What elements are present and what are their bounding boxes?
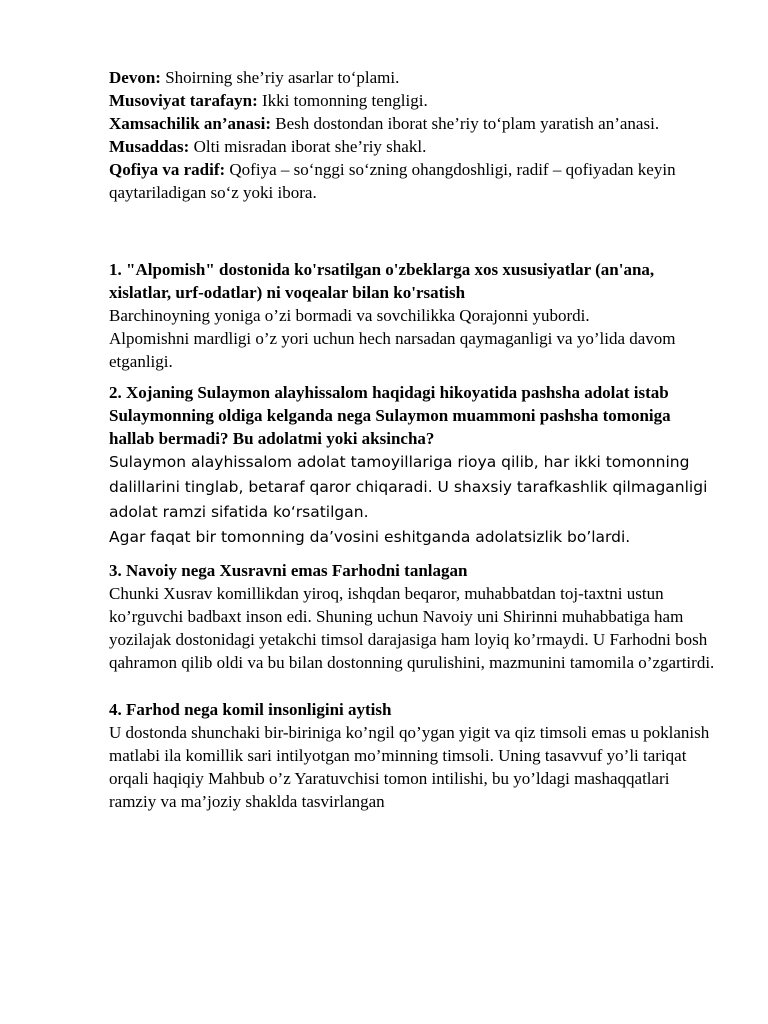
glossary-row <box>109 89 719 112</box>
answer-line: Alpomishni mardligi o’z yori uchun hech narsadan qaymaganligi va yo’lida davom etganligi. <box>109 329 676 371</box>
question-title: 2. Xojaning Sulaymon alayhissalom haqidagi hikoyatida pashsha adolat istab Sulaymonning oldiga kelganda nega Sulaymon muammoni pashsha tomoniga hallab bermadi? Bu adolatmi yoki aksincha? <box>109 383 671 448</box>
glossary-row <box>109 158 719 204</box>
answer-paragraph: Chunki Xusrav komillikdan yiroq, ishqdan beqaror, muhabbatdan toj-taxtni ustun ko’rguvchi badbaxt inson edi. Shuning uchun Navoiy uni Shirinni muhabbatiga ham yozilajak dostonidagi yetakchi timsol darajasiga ham loyiq ko’rmaydi. U Farhodni bosh qahramon qilib oldi va bu bilan dostonning qurulishini, mazmunini tamomila o’zgartirdi. <box>109 584 715 672</box>
question-section-1 <box>109 258 719 373</box>
answer-line: Sulaymon alayhissalom adolat tamoyillariga rioya qilib, har ikki tomonning dalillarini tinglab, betaraf qaror chiqaradi. U shaxsiy tarafkashlik qilmaganligi adolat ramzi sifatida ko‘rsatilgan. <box>109 453 708 521</box>
glossary-row <box>109 66 719 89</box>
glossary-row <box>109 135 719 158</box>
document-page <box>109 66 719 813</box>
glossary-term: Musaddas: <box>109 137 190 156</box>
glossary <box>109 66 719 204</box>
glossary-definition: Shoirning she’riy asarlar to‘plami. <box>160 68 400 87</box>
glossary-definition: Besh dostondan iborat she’riy to‘plam yaratish an’anasi. <box>271 114 660 133</box>
glossary-definition: Qofiya – so‘nggi so‘zning ohangdoshligi, radif – qofiyadan keyin qaytariladigan so‘z yoki ibora. <box>109 160 676 202</box>
glossary-row <box>109 112 719 135</box>
answer-line: Agar faqat bir tomonning da’vosini eshitganda adolatsizlik bo’lardi. <box>109 528 631 546</box>
question-section-2 <box>109 381 719 550</box>
glossary-definition: Ikki tomonning tengligi. <box>257 91 428 110</box>
question-section-4 <box>109 698 719 813</box>
glossary-definition: Olti misradan iborat she’riy shakl. <box>189 137 427 156</box>
question-title: 3. Navoiy nega Xusravni emas Farhodni tanlagan <box>109 561 468 580</box>
glossary-term: Qofiya va radif: <box>109 160 226 179</box>
question-section-3 <box>109 559 719 674</box>
answer-paragraph: U dostonda shunchaki bir-biriniga ko’ngil qo’ygan yigit va qiz timsoli emas u poklanish matlabi ila komillik sari intilyotgan mo’minning timsoli. Uning tasavvuf yo’li tariqat orqali haqiqiy Mahbub o’z Yaratuvchisi tomon intilishi, bu yo’ldagi mashaqqatlari ramziy va ma’joziy shaklda tasvirlangan <box>109 723 710 811</box>
glossary-term: Devon: <box>109 68 161 87</box>
question-title: 1. "Alpomish" dostonida ko'rsatilgan o'zbeklarga xos xususiyatlar (an'ana, xislatlar, urf-odatlar) ni voqealar bilan ko'rsatish <box>109 260 655 302</box>
answer-line: Barchinoyning yoniga o’zi bormadi va sovchilikka Qorajonni yubordi. <box>109 306 590 325</box>
question-title: 4. Farhod nega komil insonligini aytish <box>109 700 392 719</box>
glossary-term: Xamsachilik an’anasi: <box>109 114 271 133</box>
glossary-term: Musoviyat tarafayn: <box>109 91 258 110</box>
